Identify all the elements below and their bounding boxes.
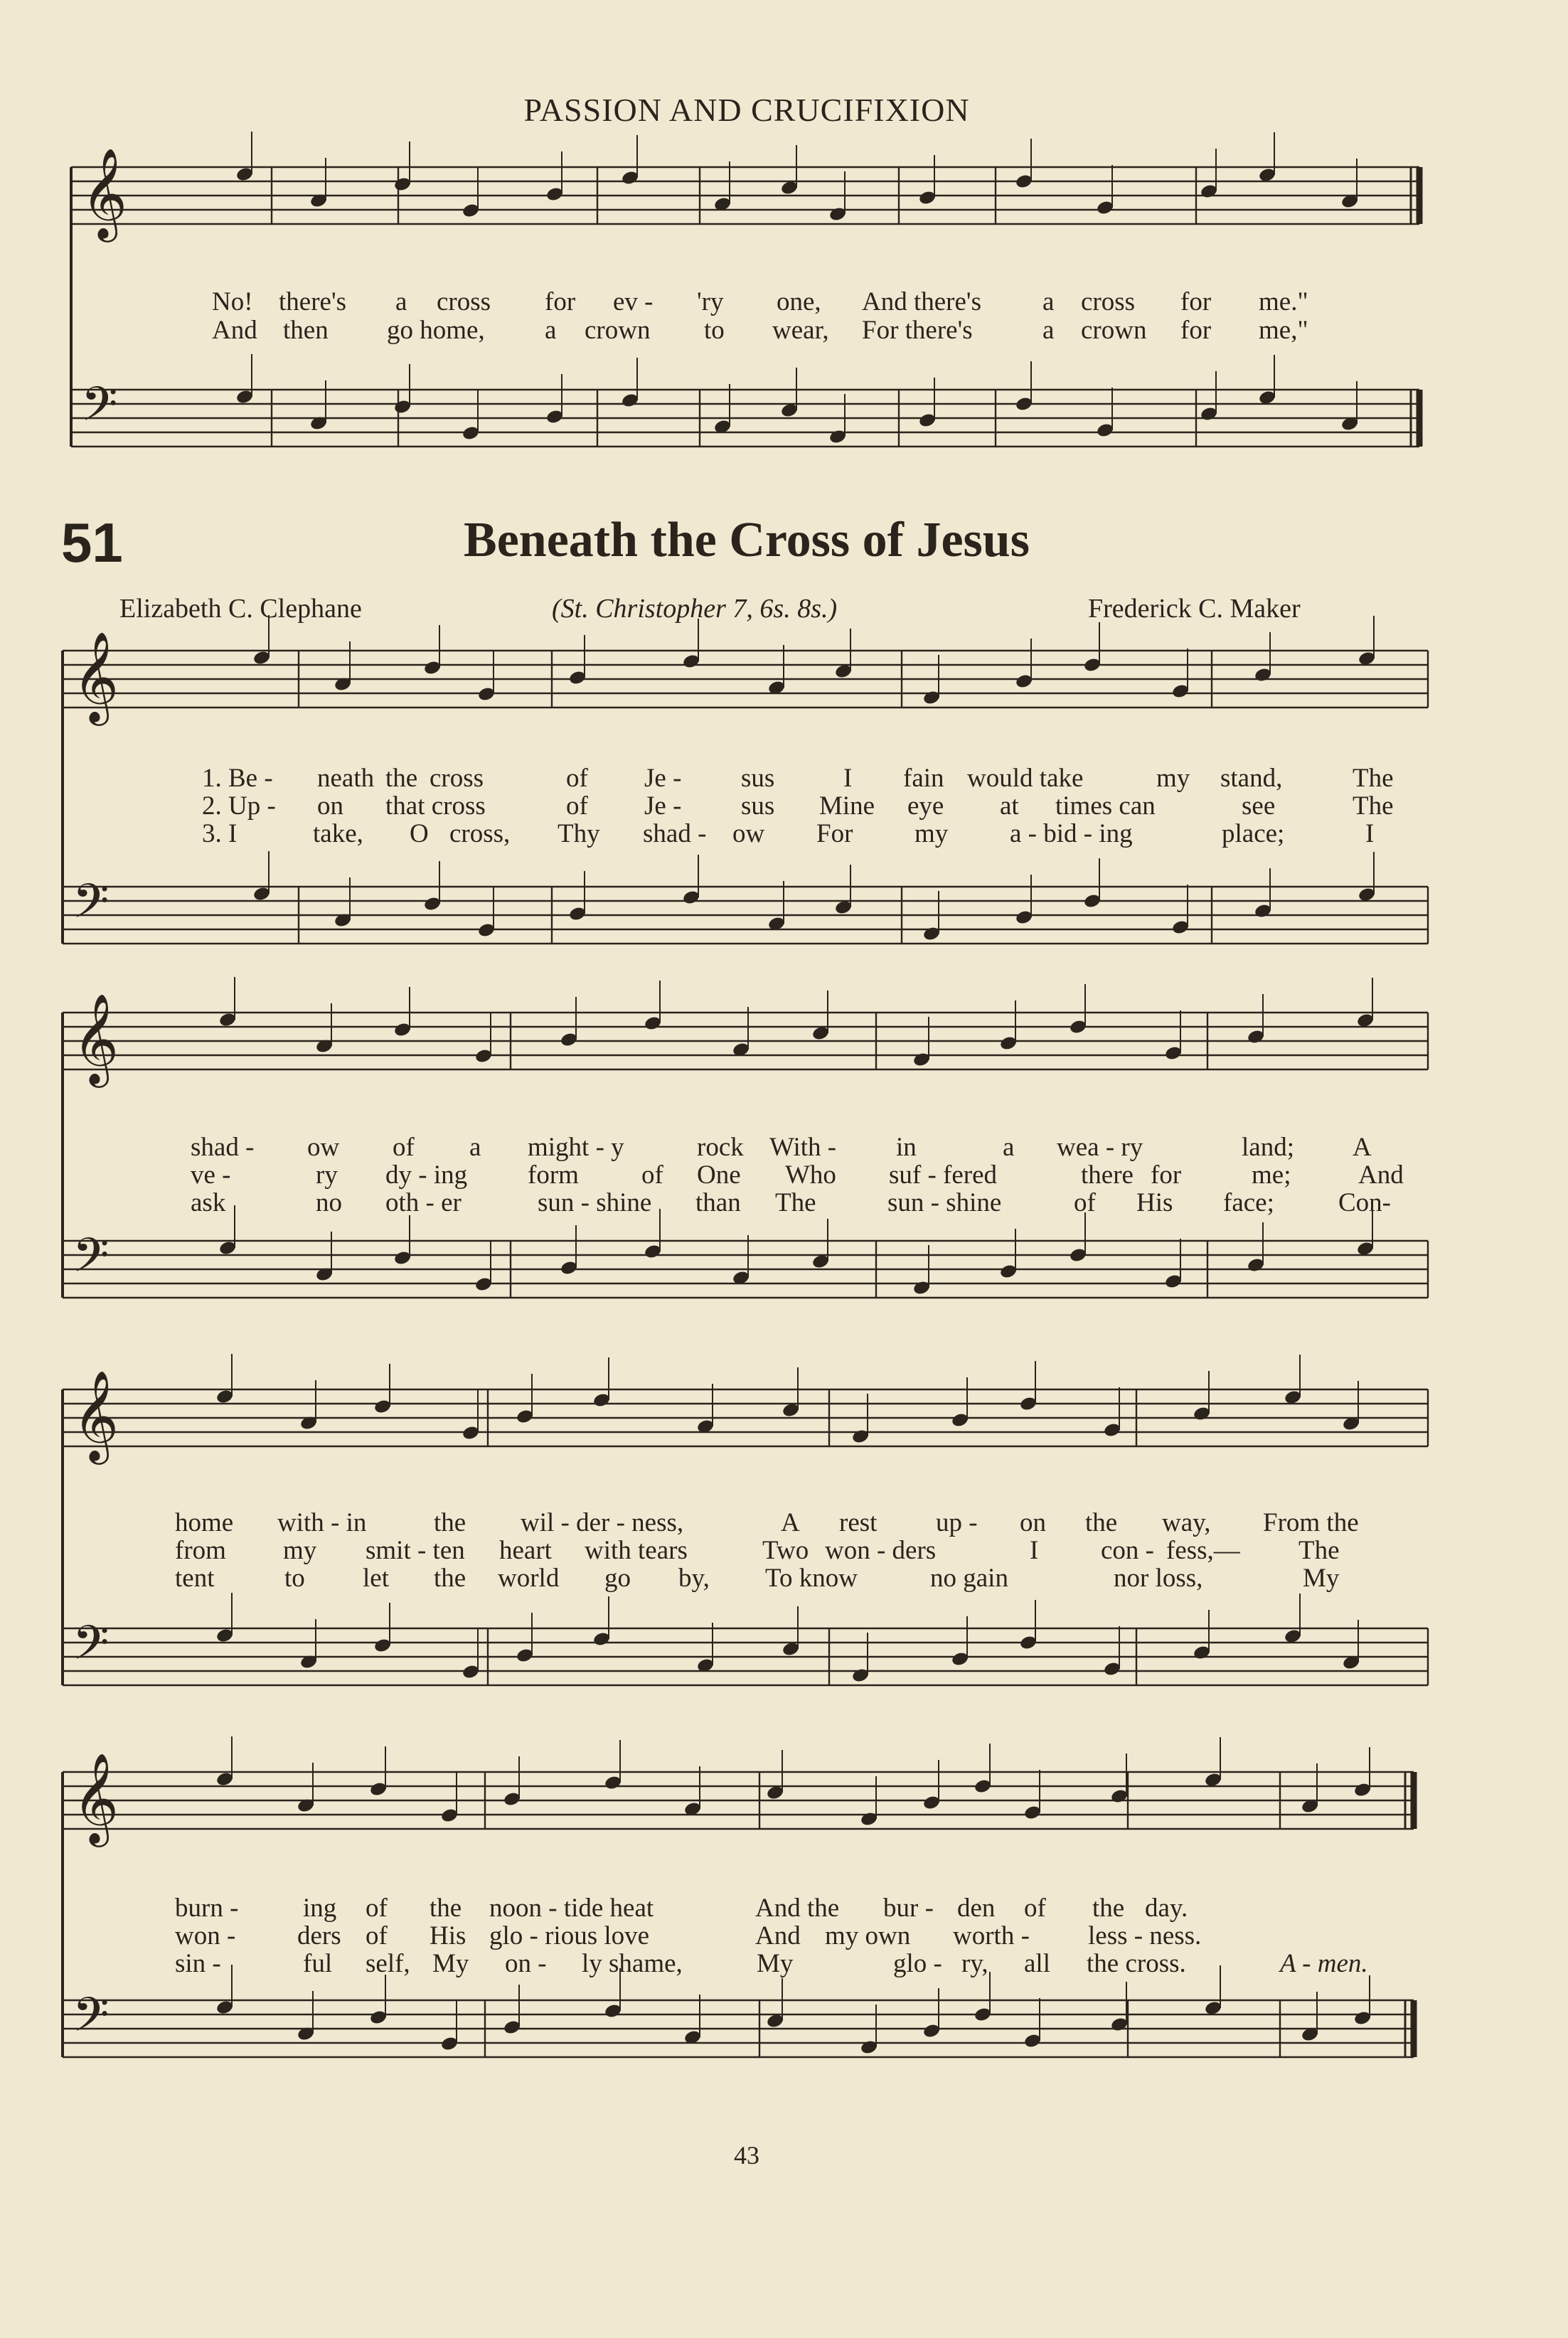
lyric-word: would take xyxy=(967,764,1084,793)
lyric-word: ow xyxy=(732,819,765,848)
lyric-word: the cross. xyxy=(1087,1949,1186,1978)
hymn-number: 51 xyxy=(61,511,123,574)
lyric-word: neath xyxy=(317,764,375,793)
lyric-word: by, xyxy=(678,1564,710,1593)
bass-clef-icon: 𝄢 xyxy=(81,377,118,443)
lyric-word: crown xyxy=(1081,316,1147,345)
lyric-word: His xyxy=(1136,1188,1173,1217)
lyric-word: burn - xyxy=(175,1894,239,1923)
lyric-word: For there's xyxy=(862,316,973,345)
lyric-word: no xyxy=(316,1188,342,1217)
lyric-word: for xyxy=(1180,287,1212,316)
lyric-word: my xyxy=(914,819,949,848)
lyric-word: up - xyxy=(936,1508,978,1537)
lyric-word: times can xyxy=(1055,791,1156,821)
bass-clef-icon: 𝄢 xyxy=(73,874,110,940)
lyric-word: way, xyxy=(1162,1508,1211,1537)
lyric-word: heart xyxy=(499,1536,552,1565)
lyric-word: With - xyxy=(769,1133,837,1162)
lyric-word: Je - xyxy=(644,791,682,821)
lyric-word: home xyxy=(175,1508,234,1537)
lyric-word: on - xyxy=(505,1949,547,1978)
lyric-word: world xyxy=(498,1564,560,1593)
lyric-word: a xyxy=(469,1133,481,1162)
lyric-word: A xyxy=(781,1508,800,1537)
lyric-word: for xyxy=(1180,316,1212,345)
treble-clef-icon: 𝄞 xyxy=(73,1752,119,1843)
lyric-word: of xyxy=(1074,1188,1096,1217)
lyric-word: land; xyxy=(1242,1133,1294,1162)
lyric-word: crown xyxy=(585,316,651,345)
lyric-word: smit - ten xyxy=(366,1536,465,1565)
lyric-word: worth - xyxy=(953,1921,1030,1950)
lyric-word: wea - ry xyxy=(1057,1133,1143,1162)
lyric-word: of xyxy=(566,791,588,821)
lyric-word: self, xyxy=(366,1949,410,1978)
lyric-word: go xyxy=(604,1564,631,1593)
lyric-word: face; xyxy=(1223,1188,1274,1217)
lyric-word: noon - tide heat xyxy=(489,1894,654,1923)
lyric-word: ev - xyxy=(613,287,654,316)
lyric-word: to xyxy=(284,1564,305,1593)
lyric-word: my own xyxy=(825,1921,911,1950)
lyric-word: my xyxy=(1156,764,1190,793)
lyric-word: me; xyxy=(1252,1160,1291,1190)
lyric-word: For xyxy=(816,819,853,848)
lyric-word: oth - er xyxy=(385,1188,462,1217)
lyric-word: sun - shine xyxy=(887,1188,1002,1217)
lyric-word: cross xyxy=(430,764,484,793)
lyric-word: a xyxy=(1003,1133,1015,1162)
lyric-word: The xyxy=(775,1188,816,1217)
lyric-word: all xyxy=(1024,1949,1050,1978)
lyric-word: And xyxy=(755,1921,801,1950)
lyric-word: the xyxy=(1092,1894,1125,1923)
lyric-word: nor loss, xyxy=(1114,1564,1203,1593)
lyric-word: The xyxy=(1298,1536,1340,1565)
lyric-word: cross xyxy=(437,287,491,316)
lyric-word: I xyxy=(1365,819,1375,848)
lyric-word: me," xyxy=(1259,316,1308,345)
lyric-word: with - in xyxy=(277,1508,367,1537)
lyric-word: Thy xyxy=(558,819,600,848)
lyric-word: in xyxy=(896,1133,917,1162)
page-number: 43 xyxy=(734,2141,759,2169)
lyric-word: I xyxy=(843,764,853,793)
lyric-word: rest xyxy=(839,1508,878,1537)
lyric-word: a xyxy=(1042,287,1055,316)
lyric-word: no gain xyxy=(930,1564,1008,1593)
lyric-word: might - y xyxy=(528,1133,624,1162)
lyric-word: ful xyxy=(303,1949,333,1978)
lyric-word: Con- xyxy=(1338,1188,1391,1217)
hymn-title: Beneath the Cross of Jesus xyxy=(464,513,1030,567)
lyric-word: glo - rious love xyxy=(489,1921,650,1950)
lyric-word: my xyxy=(283,1536,317,1565)
lyric-word: fess,— xyxy=(1166,1536,1240,1565)
lyric-word: at xyxy=(1000,791,1019,821)
lyric-word: of xyxy=(566,764,588,793)
treble-clef-icon: 𝄞 xyxy=(73,993,119,1084)
bass-clef-icon: 𝄢 xyxy=(73,1987,110,2054)
lyric-word: The xyxy=(1353,791,1394,821)
lyric-word: of xyxy=(1024,1894,1046,1923)
lyric-word: fain xyxy=(903,764,944,793)
hymn-author: Elizabeth C. Clephane xyxy=(119,594,362,624)
lyric-word: sus xyxy=(741,791,775,821)
treble-clef-icon: 𝄞 xyxy=(81,147,128,238)
lyric-word: My xyxy=(757,1949,794,1978)
lyric-word: for xyxy=(545,287,576,316)
lyric-word: a - bid - ing xyxy=(1010,819,1133,848)
lyric-word: ask xyxy=(191,1188,226,1217)
lyric-word: day. xyxy=(1145,1894,1188,1923)
lyric-word: me." xyxy=(1259,287,1308,316)
lyric-word: the xyxy=(1085,1508,1118,1537)
lyric-word: Mine xyxy=(819,791,875,821)
lyric-word: one, xyxy=(777,287,821,316)
lyric-word: won - xyxy=(175,1921,236,1950)
lyric-word: ry xyxy=(316,1160,338,1190)
lyric-word: sus xyxy=(741,764,775,793)
lyric-word: One xyxy=(697,1160,741,1190)
lyric-word: ly shame, xyxy=(582,1949,683,1978)
lyric-word: The xyxy=(1353,764,1394,793)
lyric-word: bur - xyxy=(883,1894,934,1923)
lyric-word: of xyxy=(366,1921,388,1950)
lyric-word: I xyxy=(1030,1536,1039,1565)
lyric-word: Who xyxy=(785,1160,836,1190)
lyric-word: eye xyxy=(907,791,944,821)
lyric-word: 1. Be - xyxy=(202,764,273,793)
lyric-word: 'ry xyxy=(697,287,724,316)
lyric-word: And there's xyxy=(862,287,981,316)
lyric-word: wil - der - ness, xyxy=(521,1508,684,1537)
lyric-word: ry, xyxy=(961,1949,988,1978)
lyric-word: the xyxy=(434,1564,466,1593)
lyric-word: ow xyxy=(307,1133,340,1162)
lyric-word: No! xyxy=(212,287,253,316)
lyric-word: go home, xyxy=(387,316,485,345)
lyric-word: ve - xyxy=(191,1160,231,1190)
lyric-word: the xyxy=(430,1894,462,1923)
lyric-word: won - ders xyxy=(825,1536,937,1565)
lyric-word: tent xyxy=(175,1564,215,1593)
tune-info: (St. Christopher 7, 6s. 8s.) xyxy=(552,594,838,624)
lyric-word: take, xyxy=(313,819,363,848)
lyric-word: place; xyxy=(1222,819,1285,848)
lyric-word: O xyxy=(410,819,429,848)
lyric-word: 2. Up - xyxy=(202,791,276,821)
lyric-word: on xyxy=(1020,1508,1046,1537)
lyric-word: shad - xyxy=(191,1133,255,1162)
lyric-word: that cross xyxy=(385,791,486,821)
lyric-word: of xyxy=(641,1160,663,1190)
lyric-word: form xyxy=(528,1160,579,1190)
lyric-word: cross xyxy=(1081,287,1136,316)
lyric-word: a xyxy=(1042,316,1055,345)
lyric-word: den xyxy=(957,1894,996,1923)
lyric-word: shad - xyxy=(643,819,707,848)
lyric-word: My xyxy=(432,1949,469,1978)
lyric-word: A xyxy=(1353,1133,1372,1162)
lyric-word: for xyxy=(1151,1160,1182,1190)
lyric-word: con - xyxy=(1101,1536,1154,1565)
lyric-word: And the xyxy=(755,1894,840,1923)
lyric-word: the xyxy=(385,764,418,793)
lyric-word: there's xyxy=(279,287,347,316)
lyric-word: of xyxy=(366,1894,388,1923)
lyric-word: To know xyxy=(765,1564,858,1593)
lyric-word: from xyxy=(175,1536,226,1565)
treble-clef-icon: 𝄞 xyxy=(73,1370,119,1461)
lyric-word: glo - xyxy=(893,1949,942,1978)
lyric-word: the xyxy=(434,1508,466,1537)
lyric-word: And xyxy=(1358,1160,1404,1190)
lyric-word: sin - xyxy=(175,1949,221,1978)
lyric-word: Two xyxy=(762,1536,809,1565)
lyric-word: to xyxy=(704,316,725,345)
lyric-word: And xyxy=(212,316,257,345)
bass-clef-icon: 𝄢 xyxy=(73,1228,110,1294)
bass-clef-icon: 𝄢 xyxy=(73,1616,110,1682)
lyric-word: a xyxy=(395,287,407,316)
lyric-word: From the xyxy=(1263,1508,1359,1537)
lyric-word: 3. I xyxy=(202,819,238,848)
lyric-word: ders xyxy=(297,1921,341,1950)
lyric-word: than xyxy=(695,1188,741,1217)
lyric-word: His xyxy=(430,1921,466,1950)
lyric-word: cross, xyxy=(449,819,511,848)
section-title: PASSION AND CRUCIFIXION xyxy=(523,92,970,128)
lyric-word: let xyxy=(363,1564,389,1593)
amen-label: A - men. xyxy=(1280,1949,1368,1978)
lyric-word: of xyxy=(393,1133,415,1162)
lyric-word: ing xyxy=(303,1894,337,1923)
lyric-word: dy - ing xyxy=(385,1160,468,1190)
lyric-word: with tears xyxy=(585,1536,688,1565)
treble-clef-icon: 𝄞 xyxy=(73,631,119,722)
lyric-word: then xyxy=(283,316,329,345)
lyric-word: suf - fered xyxy=(889,1160,998,1190)
lyric-word: sun - shine xyxy=(538,1188,652,1217)
lyric-word: stand, xyxy=(1220,764,1283,793)
lyric-word: My xyxy=(1303,1564,1340,1593)
lyric-word: Je - xyxy=(644,764,682,793)
lyric-word: there xyxy=(1081,1160,1134,1190)
lyric-word: see xyxy=(1242,791,1276,821)
hymn-composer: Frederick C. Maker xyxy=(1088,594,1301,624)
lyric-word: less - ness. xyxy=(1088,1921,1202,1950)
lyric-word: a xyxy=(545,316,557,345)
lyric-word: wear, xyxy=(772,316,829,345)
lyric-word: on xyxy=(317,791,343,821)
lyric-word: rock xyxy=(697,1133,744,1162)
